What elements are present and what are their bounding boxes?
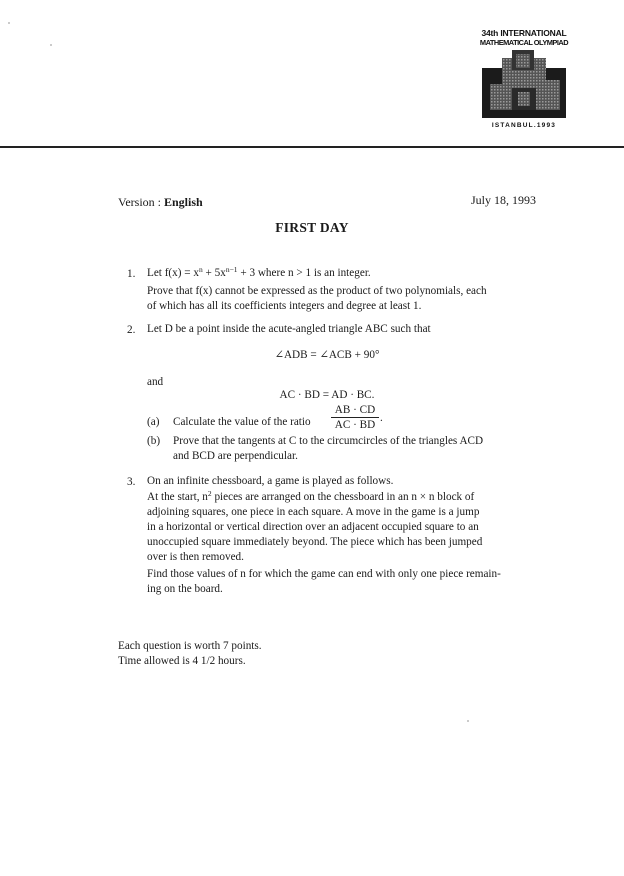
problem-2-and: and — [147, 376, 164, 388]
footer-points: Each question is worth 7 points. — [118, 640, 262, 652]
p3-text-b: pieces are arranged on the chessboard in an n × n block of — [211, 491, 475, 503]
problem-1-line-3: of which has all its coefficients integers and degree at least 1. — [147, 300, 422, 312]
scan-speck — [467, 720, 469, 722]
imo-logo — [478, 28, 570, 136]
scan-speck — [50, 44, 52, 46]
problem-3-line-4: in a horizontal or vertical direction over an adjacent occupied square to an — [147, 521, 479, 533]
logo-line-1: 34th INTERNATIONAL — [481, 28, 567, 38]
logo-graphic-icon — [482, 50, 566, 118]
problem-3-number: 3. — [127, 476, 136, 488]
p3-sup: 2 — [207, 489, 212, 498]
problem-2a-label: (a) — [147, 416, 160, 428]
problem-3-line-1: On an infinite chessboard, a game is played as follows. — [147, 475, 394, 487]
problem-3-line-3: adjoining squares, one piece in each square. A move in the game is a jump — [147, 506, 480, 518]
scan-speck — [8, 22, 10, 24]
fraction-bar — [331, 417, 379, 418]
problem-2-line-1: Let D be a point inside the acute-angled triangle ABC such that — [147, 323, 431, 335]
version-label: Version : — [118, 195, 161, 209]
p1-sup-2: n−1 — [225, 265, 238, 274]
problem-2-number: 2. — [127, 324, 136, 336]
fraction-numerator: AB · CD — [334, 404, 376, 416]
problem-2a-text: Calculate the value of the ratio — [173, 416, 311, 428]
p1-sup-1: n — [198, 265, 203, 274]
problem-1-line-2: Prove that f(x) cannot be expressed as the product of two polynomials, each — [147, 285, 487, 297]
problem-3-line-8: ing on the board. — [147, 583, 223, 595]
date: July 18, 1993 — [470, 193, 536, 207]
logo-line-2: MATHEMATICAL OLYMPIAD — [479, 38, 569, 47]
version — [118, 195, 203, 210]
fraction-denominator: AC · BD — [334, 419, 376, 431]
p1-text-a: Let f(x) = x — [147, 267, 199, 279]
problem-2b-line-1: Prove that the tangents at C to the circumcircles of the triangles ACD — [173, 435, 484, 447]
problem-2-equation-2: AC · BD = AD · BC. — [279, 389, 375, 401]
problem-3-line-6: over is then removed. — [147, 551, 244, 563]
logo-line-3: ISTANBUL.1993 — [491, 122, 557, 129]
header-rule — [0, 146, 624, 148]
problem-3-line-5: unoccupied square immediately beyond. The piece which has been jumped — [147, 536, 483, 548]
problem-2-equation-1: ∠ADB = ∠ACB + 90° — [274, 349, 380, 361]
problem-1-number: 1. — [127, 268, 136, 280]
problem-2b-label: (b) — [147, 435, 161, 447]
fraction-period: . — [380, 412, 383, 424]
page-title: FIRST DAY — [275, 220, 349, 235]
problem-3-line-7: Find those values of n for which the game can end with only one piece remain- — [147, 568, 501, 580]
ratio-fraction — [331, 404, 379, 431]
footer-time: Time allowed is 4 1/2 hours. — [118, 655, 246, 667]
problem-3-line-2 — [147, 490, 474, 506]
problem-2b-line-2: and BCD are perpendicular. — [173, 450, 298, 462]
p1-text-c: + 3 where n > 1 is an integer. — [237, 267, 371, 279]
version-value: English — [164, 195, 203, 209]
problem-1-line-1 — [147, 266, 371, 282]
p3-text-a: At the start, n — [147, 491, 208, 503]
p1-text-b: + 5x — [202, 267, 226, 279]
